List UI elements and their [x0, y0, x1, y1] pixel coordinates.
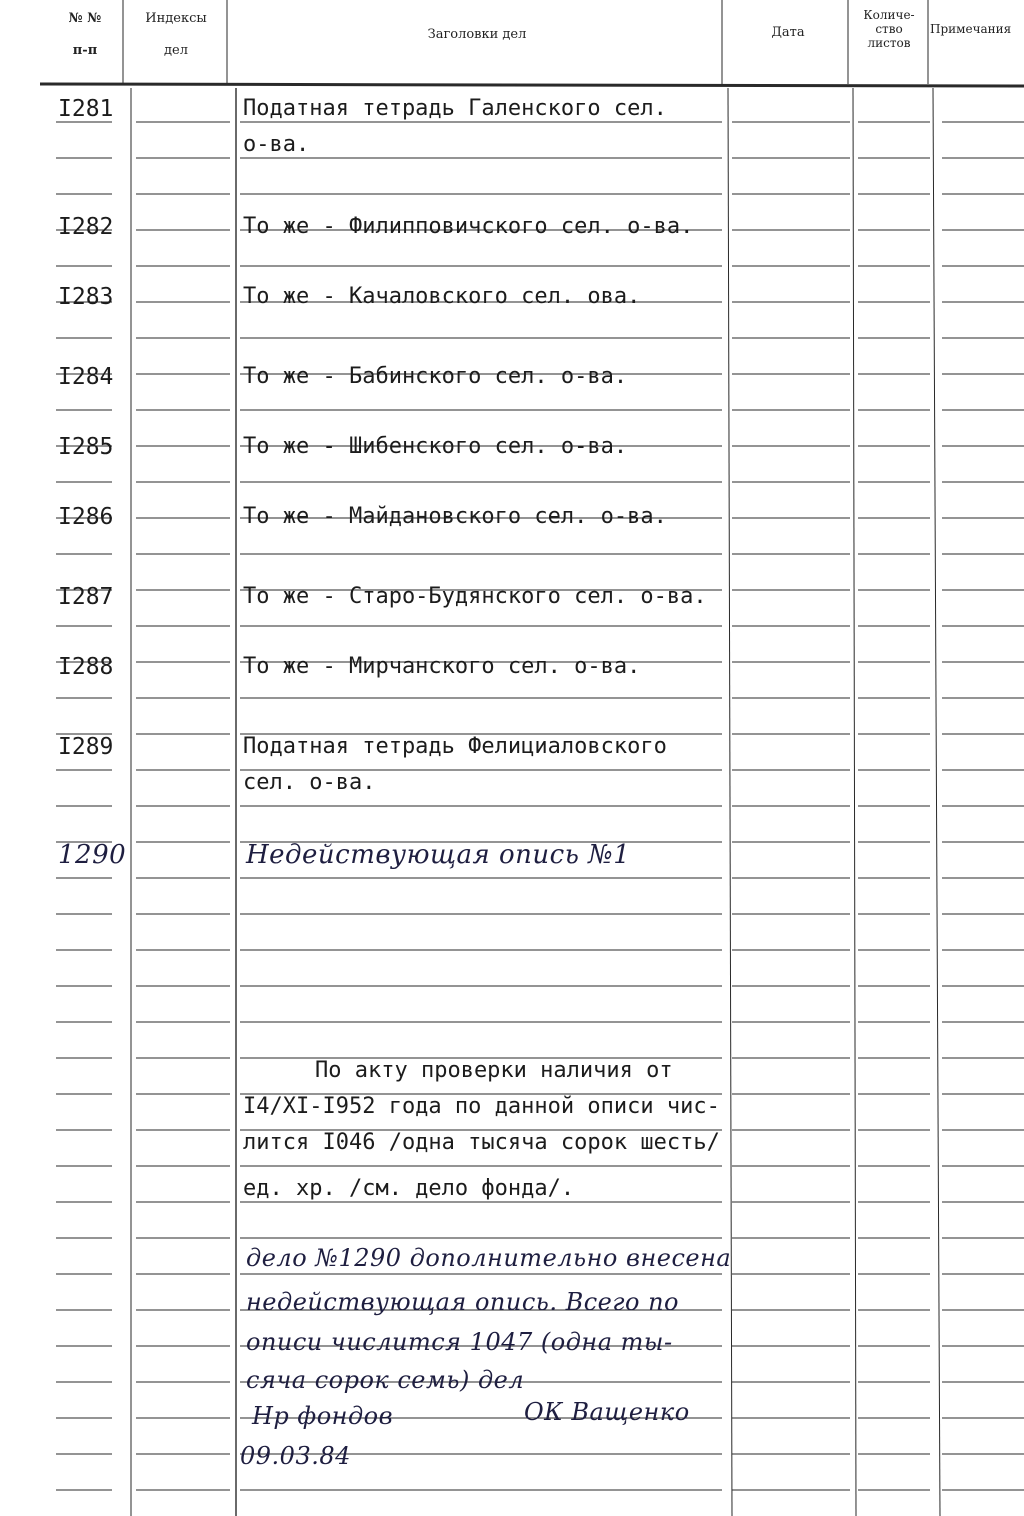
- header-count-label-3: листов: [867, 36, 911, 50]
- entry-title-continued: о-ва.: [243, 132, 310, 157]
- entry-title: То же - Бабинского сел. о-ва.: [243, 364, 628, 389]
- header-index-col: [128, 12, 224, 58]
- signature-date: 09.03.84: [240, 1442, 351, 1470]
- signature-left: Нр фондов: [252, 1402, 394, 1430]
- entry-number: I289: [58, 734, 114, 760]
- handwritten-note-line: описи числится 1047 (одна ты-: [246, 1328, 673, 1356]
- header-titles-label: Заголовки дел: [427, 27, 527, 42]
- handwritten-entry-number: 1290: [58, 840, 127, 870]
- entry-title: Податная тетрадь Галенского сел.: [243, 96, 667, 121]
- entry-title: Податная тетрадь Фелициаловского: [243, 734, 667, 759]
- entry-title: То же - Старо-Будянского сел. о-ва.: [243, 584, 707, 609]
- header-index-sublabel: дел: [164, 43, 188, 58]
- entry-number: I283: [58, 284, 114, 310]
- header-count-label-2: ство: [875, 22, 903, 36]
- handwritten-note-line: дело №1290 дополнительно внесена: [246, 1244, 732, 1272]
- entry-number: I284: [58, 364, 114, 390]
- handwritten-note-line: сяча сорок семь) дел: [246, 1366, 525, 1394]
- entry-title-continued: сел. о-ва.: [243, 770, 376, 795]
- handwritten-note-line: недействующая опись. Всего по: [246, 1288, 679, 1316]
- header-date-label: Дата: [771, 25, 805, 40]
- header-notes-col: [930, 22, 1024, 36]
- header-notes-label: Примечания: [930, 22, 1012, 36]
- verification-note-line: ед. хр. /см. дело фонда/.: [243, 1176, 575, 1201]
- entry-number: I286: [58, 504, 114, 530]
- header-count-label-1: Количе-: [863, 8, 915, 22]
- entry-number: I287: [58, 584, 114, 610]
- header-titles-col: [232, 28, 722, 42]
- header-date-col: [728, 26, 848, 40]
- ruling-line: [853, 88, 856, 1516]
- entry-number: I288: [58, 654, 114, 680]
- header-count-col: [850, 8, 928, 50]
- signature-right: ОК Ващенко: [524, 1398, 690, 1426]
- header-number-col: [50, 12, 120, 58]
- entry-title: То же - Качаловского сел. ова.: [243, 284, 641, 309]
- entry-title: То же - Шибенского сел. о-ва.: [243, 434, 628, 459]
- verification-note-line: По акту проверки наличия от: [315, 1058, 673, 1083]
- entry-title: То же - Филипповичского сел. о-ва.: [243, 214, 694, 239]
- ruling-line: [933, 88, 940, 1516]
- header-number-label: № №: [68, 11, 102, 26]
- ruling-line: [728, 88, 732, 1516]
- entry-number: I282: [58, 214, 114, 240]
- entry-title: То же - Мирчанского сел. о-ва.: [243, 654, 641, 679]
- entry-number: I281: [58, 96, 114, 122]
- header-number-sublabel: п-п: [72, 43, 98, 58]
- handwritten-entry-title: Недействующая опись №1: [246, 840, 631, 870]
- verification-note-line: лится I046 /одна тысяча сорок шесть/: [243, 1130, 720, 1155]
- header-index-label: Индексы: [145, 11, 207, 26]
- entry-number: I285: [58, 434, 114, 460]
- entry-title: То же - Майдановского сел. о-ва.: [243, 504, 667, 529]
- ruling-line: [40, 84, 1024, 86]
- verification-note-line: I4/XI-I952 года по данной описи чис-: [243, 1094, 720, 1119]
